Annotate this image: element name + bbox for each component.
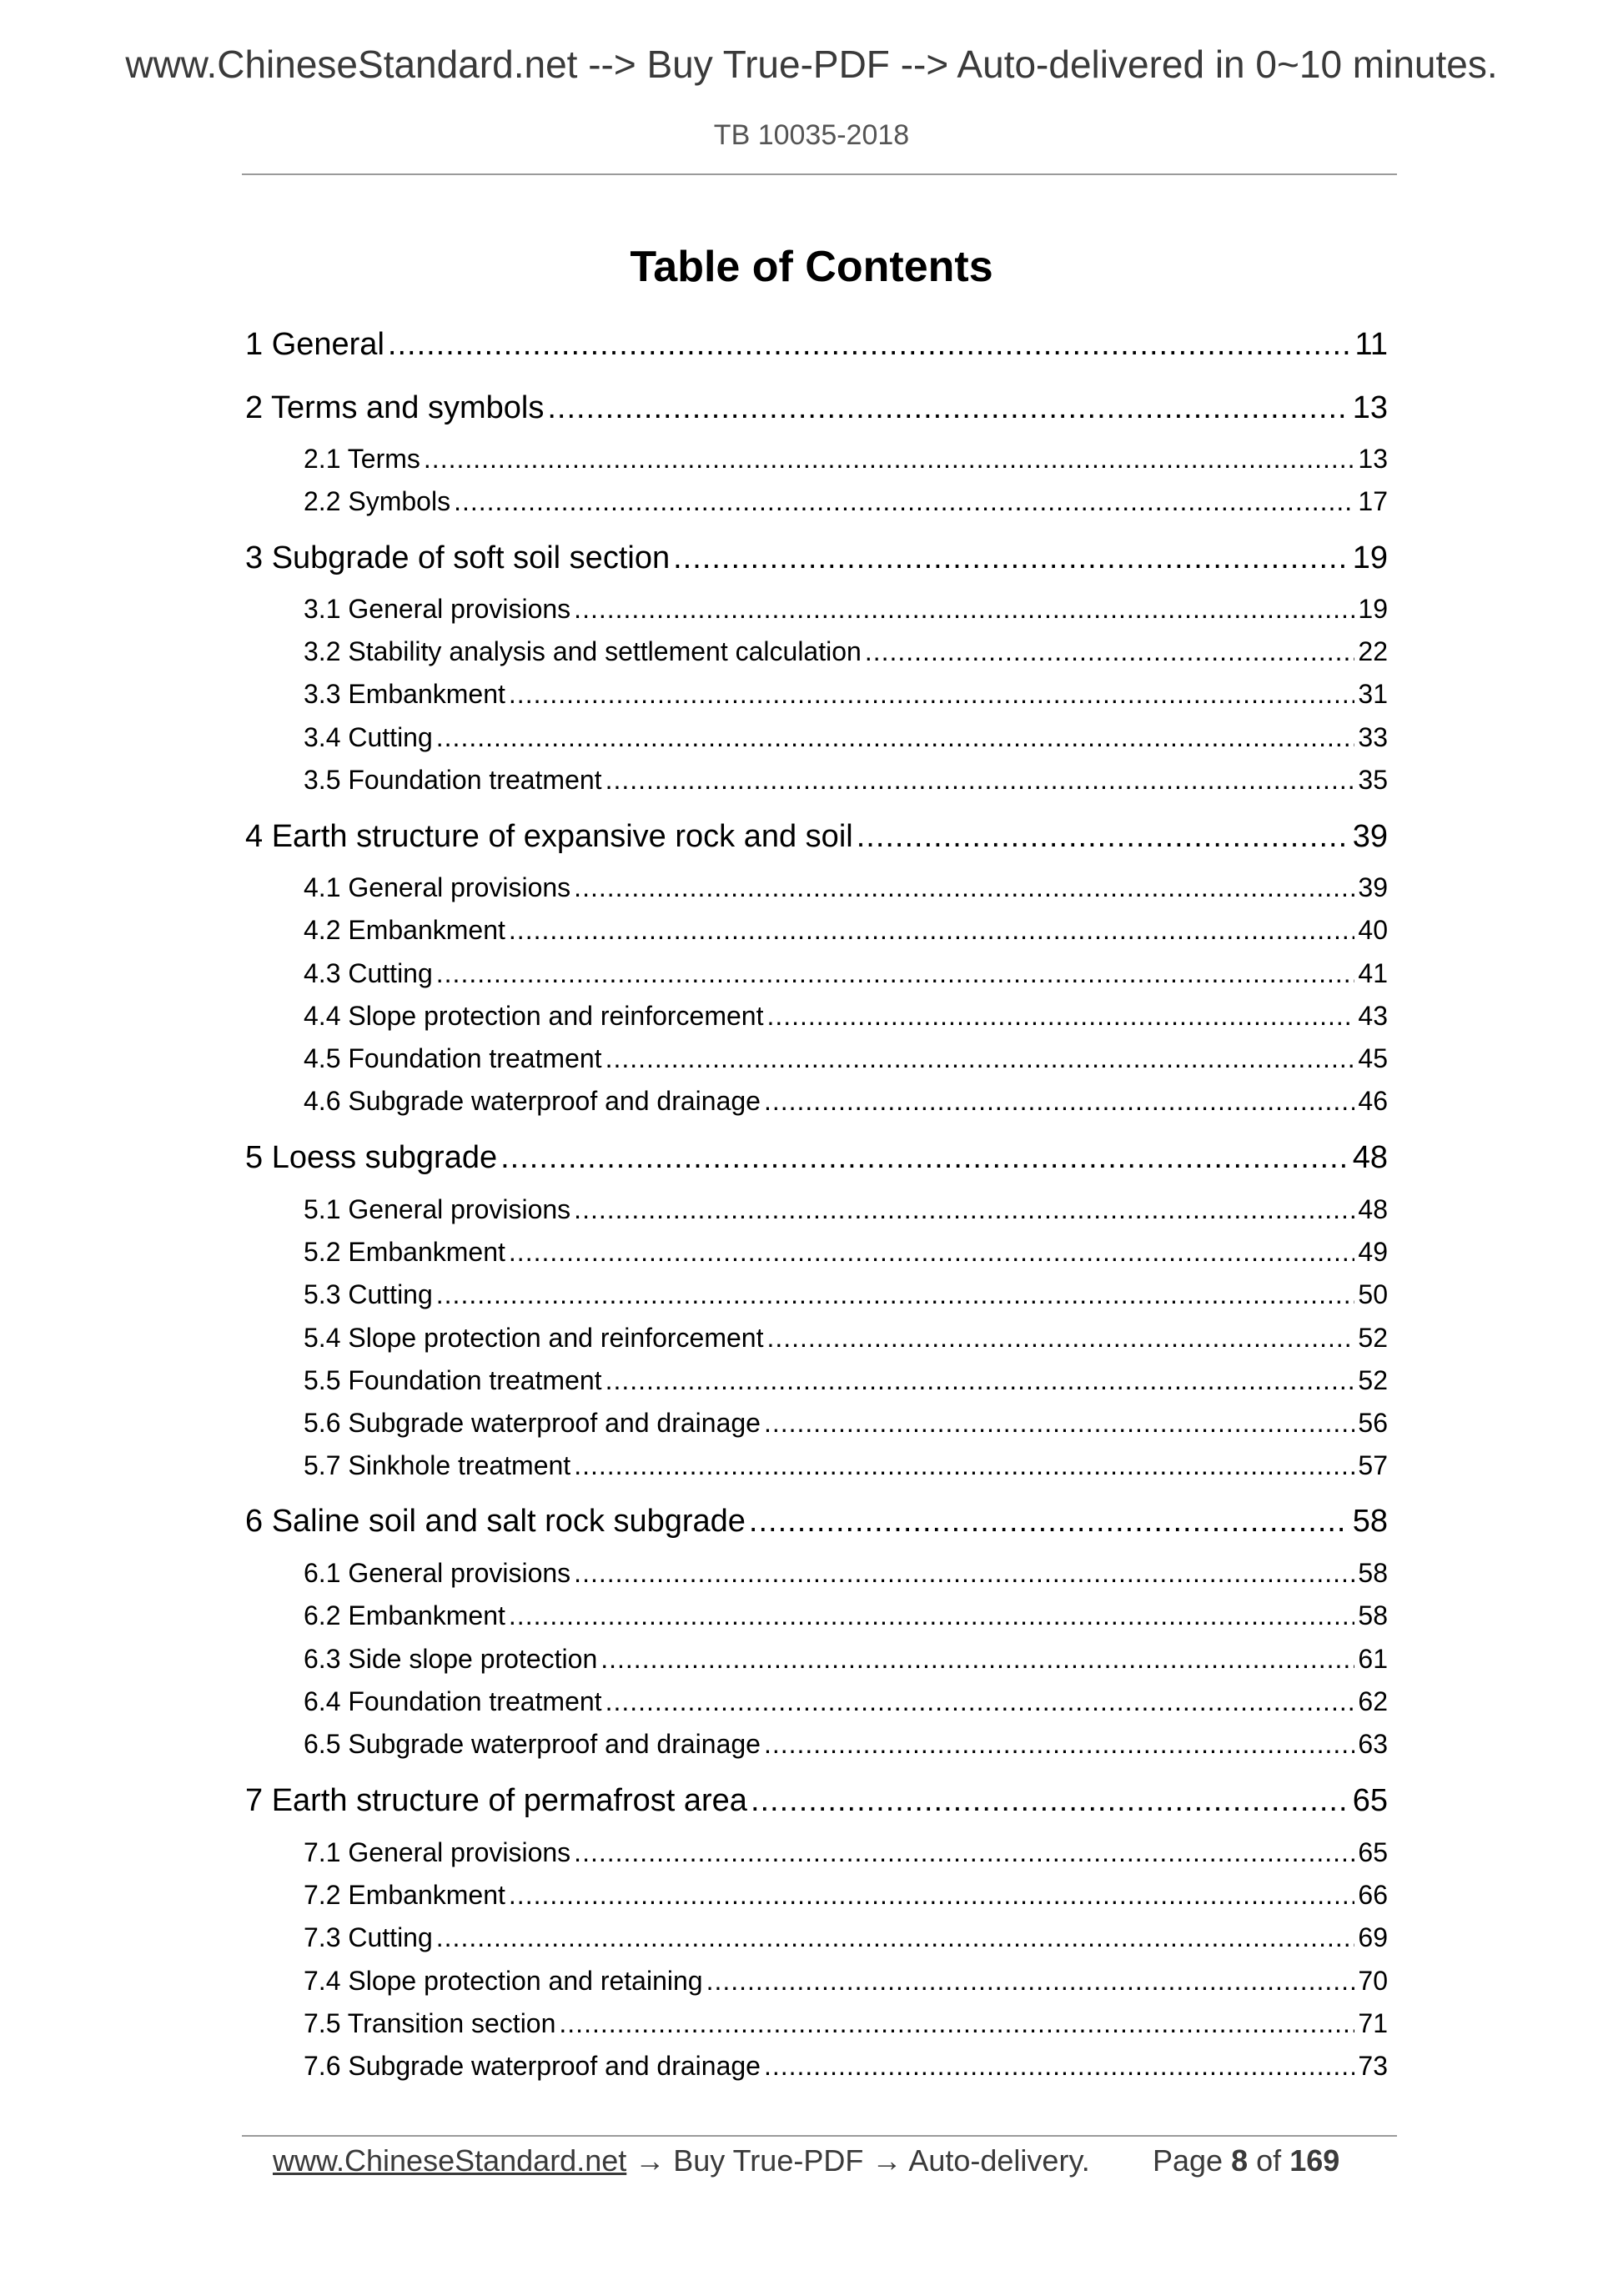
toc-chapter-entry[interactable]	[245, 390, 1388, 426]
toc-entry-label: 4 Earth structure of expansive rock and soil	[245, 819, 853, 854]
toc-entry-page: 52	[1358, 1365, 1388, 1395]
toc-dot-leader	[509, 679, 1355, 710]
toc-entry-label: 3.2 Stability analysis and settlement calculation	[304, 636, 862, 666]
toc-entry-label: 6.4 Foundation treatment	[304, 1686, 602, 1716]
toc-entry-label: 5.4 Slope protection and reinforcement	[304, 1323, 764, 1353]
footer-site-link[interactable]: www.ChineseStandard.net	[273, 2143, 627, 2178]
page-prefix: Page	[1153, 2143, 1224, 2178]
toc-section-entry[interactable]	[304, 1043, 1388, 1074]
top-banner: www.ChineseStandard.net --> Buy True-PDF --> Auto-delivered in 0~10 minutes.	[125, 43, 1498, 86]
toc-section-entry[interactable]	[304, 2051, 1388, 2082]
toc-entry-label: 2 Terms and symbols	[245, 390, 545, 425]
toc-entry-label: 3.4 Cutting	[304, 722, 433, 752]
toc-entry-page: 70	[1358, 1966, 1388, 1996]
footer	[273, 2143, 1340, 2178]
toc-entry-page: 66	[1358, 1880, 1388, 1910]
toc-entry-page: 50	[1358, 1279, 1388, 1309]
toc-entry-label: 7.4 Slope protection and retaining	[304, 1966, 703, 1996]
toc-entry-page: 71	[1358, 2008, 1388, 2038]
toc-entry-label: 1 General	[245, 327, 384, 362]
toc-section-entry[interactable]	[304, 1686, 1388, 1717]
toc-entry-page: 65	[1352, 1783, 1388, 1818]
page-indicator	[1153, 2143, 1339, 2178]
toc-section-entry[interactable]	[304, 1237, 1388, 1268]
toc-dot-leader	[706, 1966, 1355, 1997]
toc-section-entry[interactable]	[304, 1279, 1388, 1310]
page-total: 169	[1289, 2143, 1340, 2178]
toc-dot-leader	[764, 1086, 1354, 1117]
toc-section-entry[interactable]	[304, 636, 1388, 667]
page-current: 8	[1231, 2143, 1249, 2178]
toc-dot-leader	[574, 872, 1354, 903]
toc-entry-page: 62	[1358, 1686, 1388, 1716]
toc-dot-leader	[766, 1001, 1354, 1032]
toc-entry-label: 5.6 Subgrade waterproof and drainage	[304, 1408, 761, 1438]
toc-entry-page: 19	[1358, 594, 1388, 624]
toc-dot-leader	[673, 540, 1349, 576]
toc-section-entry[interactable]	[304, 2008, 1388, 2039]
toc-section-entry[interactable]	[304, 1001, 1388, 1032]
toc-section-entry[interactable]	[304, 1450, 1388, 1481]
toc-dot-leader	[436, 1279, 1355, 1310]
page-title: Table of Contents	[630, 243, 993, 291]
toc-dot-leader	[559, 2008, 1354, 2039]
toc-entry-label: 6.3 Side slope protection	[304, 1644, 598, 1674]
toc-entry-page: 45	[1358, 1043, 1388, 1073]
toc-entry-page: 58	[1352, 1504, 1388, 1539]
toc-entry-page: 13	[1352, 390, 1388, 425]
toc-entry-page: 33	[1358, 722, 1388, 752]
toc-section-entry[interactable]	[304, 1837, 1388, 1868]
toc-dot-leader	[436, 1922, 1355, 1953]
toc-dot-leader	[574, 1450, 1354, 1481]
toc-entry-page: 17	[1358, 486, 1388, 516]
header-divider	[242, 173, 1397, 175]
toc-section-entry[interactable]	[304, 765, 1388, 796]
toc-dot-leader	[766, 1323, 1354, 1354]
toc-dot-leader	[509, 1600, 1355, 1631]
toc-section-entry[interactable]	[304, 444, 1388, 475]
toc-dot-leader	[600, 1644, 1354, 1675]
toc-entry-label: 5.7 Sinkhole treatment	[304, 1450, 571, 1480]
toc-entry-page: 69	[1358, 1922, 1388, 1952]
toc-entry-label: 4.5 Foundation treatment	[304, 1043, 602, 1073]
toc-dot-leader	[574, 1194, 1354, 1225]
toc-chapter-entry[interactable]	[245, 327, 1388, 363]
toc-entry-page: 11	[1354, 327, 1388, 362]
toc-dot-leader	[436, 722, 1355, 753]
toc-entry-label: 2.2 Symbols	[304, 486, 451, 516]
toc-entry-page: 31	[1358, 679, 1388, 709]
toc-entry-label: 4.4 Slope protection and reinforcement	[304, 1001, 764, 1031]
toc-dot-leader	[605, 1365, 1355, 1396]
toc-entry-label: 4.2 Embankment	[304, 915, 505, 945]
toc-chapter-entry[interactable]	[245, 819, 1388, 855]
toc-entry-page: 65	[1358, 1837, 1388, 1867]
toc-entry-label: 7 Earth structure of permafrost area	[245, 1783, 747, 1818]
toc-entry-page: 52	[1358, 1323, 1388, 1353]
toc-entry-label: 5.5 Foundation treatment	[304, 1365, 602, 1395]
toc-entry-page: 35	[1358, 765, 1388, 795]
toc-section-entry[interactable]	[304, 1600, 1388, 1631]
toc-entry-label: 6.1 General provisions	[304, 1558, 571, 1588]
toc-entry-label: 3.5 Foundation treatment	[304, 765, 602, 795]
toc-section-entry[interactable]	[304, 679, 1388, 710]
toc-section-entry[interactable]	[304, 1086, 1388, 1117]
toc-section-entry[interactable]	[304, 1729, 1388, 1760]
toc-entry-label: 7.2 Embankment	[304, 1880, 505, 1910]
toc-entry-label: 4.3 Cutting	[304, 958, 433, 988]
toc-dot-leader	[764, 1408, 1354, 1439]
toc-dot-leader	[865, 636, 1355, 667]
toc-entry-label: 5.1 General provisions	[304, 1194, 571, 1224]
toc-dot-leader	[605, 1043, 1355, 1074]
toc-dot-leader	[509, 915, 1355, 946]
toc-entry-page: 57	[1358, 1450, 1388, 1480]
toc-entry-label: 6.2 Embankment	[304, 1600, 505, 1630]
document-number: TB 10035-2018	[713, 119, 910, 151]
toc-chapter-entry[interactable]	[245, 1783, 1388, 1819]
toc-entry-page: 48	[1352, 1140, 1388, 1175]
toc-dot-leader	[764, 1729, 1354, 1760]
toc-entry-label: 2.1 Terms	[304, 444, 420, 474]
toc-dot-leader	[764, 2051, 1354, 2082]
toc-section-entry[interactable]	[304, 915, 1388, 946]
toc-entry-label: 6.5 Subgrade waterproof and drainage	[304, 1729, 761, 1759]
toc-entry-page: 56	[1358, 1408, 1388, 1438]
toc-chapter-entry[interactable]	[245, 1504, 1388, 1540]
toc-entry-label: 4.1 General provisions	[304, 872, 571, 902]
toc-entry-page: 58	[1358, 1558, 1388, 1588]
toc-section-entry[interactable]	[304, 594, 1388, 625]
toc-dot-leader	[574, 594, 1354, 625]
toc-dot-leader	[509, 1237, 1355, 1268]
toc-entry-page: 43	[1358, 1001, 1388, 1031]
toc-dot-leader	[605, 765, 1355, 796]
toc-entry-page: 19	[1352, 540, 1388, 575]
toc-section-entry[interactable]	[304, 1408, 1388, 1439]
footer-divider	[242, 2135, 1397, 2137]
toc-chapter-entry[interactable]	[245, 1140, 1388, 1176]
toc-entry-label: 5 Loess subgrade	[245, 1140, 498, 1175]
toc-dot-leader	[547, 390, 1349, 426]
toc-section-entry[interactable]	[304, 1323, 1388, 1354]
toc-section-entry[interactable]	[304, 1558, 1388, 1589]
toc-section-entry[interactable]	[304, 1966, 1388, 1997]
toc-section-entry[interactable]	[304, 1365, 1388, 1396]
toc-entry-page: 48	[1358, 1194, 1388, 1224]
toc-entry-label: 3 Subgrade of soft soil section	[245, 540, 671, 575]
toc-entry-label: 6 Saline soil and salt rock subgrade	[245, 1504, 746, 1539]
toc-entry-label: 7.6 Subgrade waterproof and drainage	[304, 2051, 761, 2081]
toc-entry-page: 39	[1352, 819, 1388, 854]
toc-entry-page: 49	[1358, 1237, 1388, 1267]
toc-entry-label: 7.5 Transition section	[304, 2008, 556, 2038]
toc-section-entry[interactable]	[304, 872, 1388, 903]
toc-dot-leader	[436, 958, 1355, 989]
toc-section-entry[interactable]	[304, 1880, 1388, 1911]
toc-dot-leader	[857, 819, 1349, 855]
toc-dot-leader	[424, 444, 1355, 475]
toc-dot-leader	[500, 1140, 1349, 1176]
toc-entry-page: 46	[1358, 1086, 1388, 1116]
toc-entry-label: 7.3 Cutting	[304, 1922, 433, 1952]
toc-entry-page: 73	[1358, 2051, 1388, 2081]
toc-entry-page: 13	[1358, 444, 1388, 474]
toc-entry-page: 40	[1358, 915, 1388, 945]
toc-entry-page: 22	[1358, 636, 1388, 666]
toc-entry-label: 5.2 Embankment	[304, 1237, 505, 1267]
toc-entry-label: 3.3 Embankment	[304, 679, 505, 709]
toc-dot-leader	[574, 1558, 1354, 1589]
toc-section-entry[interactable]	[304, 722, 1388, 753]
toc-dot-leader	[751, 1783, 1349, 1819]
toc-dot-leader	[574, 1837, 1354, 1868]
toc-section-entry[interactable]	[304, 1644, 1388, 1675]
toc-entry-page: 58	[1358, 1600, 1388, 1630]
toc-entry-page: 63	[1358, 1729, 1388, 1759]
toc-entry-label: 5.3 Cutting	[304, 1279, 433, 1309]
toc-dot-leader	[749, 1504, 1349, 1540]
toc-dot-leader	[454, 486, 1354, 517]
footer-buy-text: → Buy True-PDF → Auto-delivery.	[635, 2143, 1090, 2178]
toc-dot-leader	[605, 1686, 1355, 1717]
toc-entry-label: 7.1 General provisions	[304, 1837, 571, 1867]
toc-section-entry[interactable]	[304, 1194, 1388, 1225]
toc-entry-label: 4.6 Subgrade waterproof and drainage	[304, 1086, 761, 1116]
toc-section-entry[interactable]	[304, 958, 1388, 989]
toc-section-entry[interactable]	[304, 486, 1388, 517]
toc-section-entry[interactable]	[304, 1922, 1388, 1953]
page-of: of	[1256, 2143, 1282, 2178]
toc-entry-page: 39	[1358, 872, 1388, 902]
toc-entry-page: 61	[1358, 1644, 1388, 1674]
toc-dot-leader	[509, 1880, 1355, 1911]
toc-entry-label: 3.1 General provisions	[304, 594, 571, 624]
toc-dot-leader	[388, 327, 1352, 363]
toc-chapter-entry[interactable]	[245, 540, 1388, 576]
toc-entry-page: 41	[1358, 958, 1388, 988]
